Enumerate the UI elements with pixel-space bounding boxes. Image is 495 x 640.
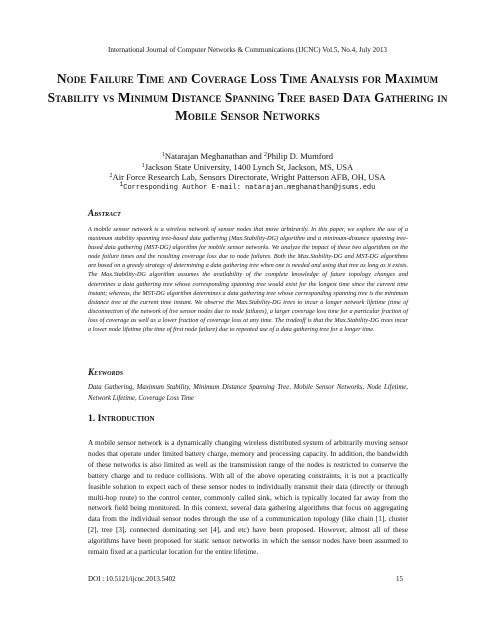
affiliation1-sup: 1 [141,162,145,169]
affiliation1-text: Jackson State University, 1400 Lynch St, Jackson, MS, USA [144,161,354,172]
footer-doi: DOI : 10.5121/ijcnc.2013.5402 [88,575,176,583]
page-number: 15 [396,575,403,583]
abstract-heading: Abstract [88,208,121,218]
affiliation2-text: Air Force Research Lab, Sensors Directorate, Wright Patterson AFB, OH, USA [112,172,386,183]
author-block [40,151,455,193]
corresponding-sup: 1 [119,180,124,188]
author2-name: Philip D. Mumford [266,151,334,161]
affiliation2-sup: 2 [109,173,113,180]
author-and: and [247,151,264,161]
author1-sup: 1 [161,152,165,158]
corresponding-author [40,180,455,194]
author-names [40,151,455,162]
affiliation-1 [40,162,455,173]
author2-sup: 2 [263,152,267,158]
author1-name: Natarajan Meghanathan [164,151,248,161]
abstract-text: A mobile sensor network is a wireless network of sensor nodes that move arbitrarily. In this paper, we explore the use of a maximum stability spanning tree-based data gathering (Max.Stability-DG) algorithm and a minimum-distance spanning tree-based data gathering (MST-DG) algorithm for mobile sensor networks. We analyze the impact of these two algorithms on the node failure times and the resulting coverage loss due to node failures. Both the Max.Stability-DG and MST-DG algorithms are based on a greedy strategy of determining a data gathering tree when one is needed and using that tree as long as it exists. The Max.Stability-DG algorithm assumes the availability of the complete knowledge of future topology changes and determines a data gathering tree whose corresponding spanning tree would exist for the longest time since the current time instant; whereas, the MST-DG algorithm determines a data gathering tree whose corresponding spanning tree is the minimum distance tree at the current time instant. We observe the Max.Stability-DG trees to incur a longer network lifetime (time of disconnection of the network of live sensor nodes due to node failures), a larger coverage loss time for a particular fraction of loss of coverage as well as a lower fraction of coverage loss at any time. The tradeoff is that the Max.Stability-DG trees incur a lower node lifetime (the time of first node failure) due to repeated use of a data gathering tree for a longer time. [88,226,408,334]
affiliation-2 [40,172,455,183]
introduction-text: A mobile sensor network is a dynamically changing wireless distributed system of arbitrarily moving sensor nodes that operate under limited battery charge, memory and processing capacity. In addition, the bandwidth of these networks is also limited as well as the transmission range of the nodes is restricted to conserve the battery charge and to reduce collisions. With all of the above operating constraints, it is not a practically feasible solution to expect each of these sensor nodes to individually transmit their data (directly or through multi-hop route) to the control center, commonly called sink, which is typically located far away from the network field being monitored. In this context, several data gathering algorithms that focus on aggregating data from the individual sensor nodes through the use of a communication topology (like chain [1], cluster [2], tree [3], connected dominating set [4], and etc) have been proposed. However, almost all of these algorithms have been proposed for static sensor networks in which the sensor nodes have been assumed to remain fixed at a particular location for the entire lifetime. [88,438,408,557]
corresponding-text: Corresponding Author E-mail: natarajan.meghanathan@jsums.edu [123,183,376,192]
paper-title: Node Failure Time and Coverage Loss Time Analysis for Maximum Stability vs Minimum Distance Spanning Tree based Data Gathering in Mobile Sensor Networks [47,71,448,123]
journal-header: International Journal of Computer Networks & Communications (IJCNC) Vol.5, No.4, July 2013 [107,46,388,54]
keywords-text: Data Gathering, Maximum Stability, Minimum Distance Spanning Tree, Mobile Sensor Networks, Node Lifetime, Network Lifetime, Coverage Loss Time [88,384,408,402]
introduction-heading: 1. Introduction [88,413,155,424]
keywords-heading: Keywords [88,367,124,377]
